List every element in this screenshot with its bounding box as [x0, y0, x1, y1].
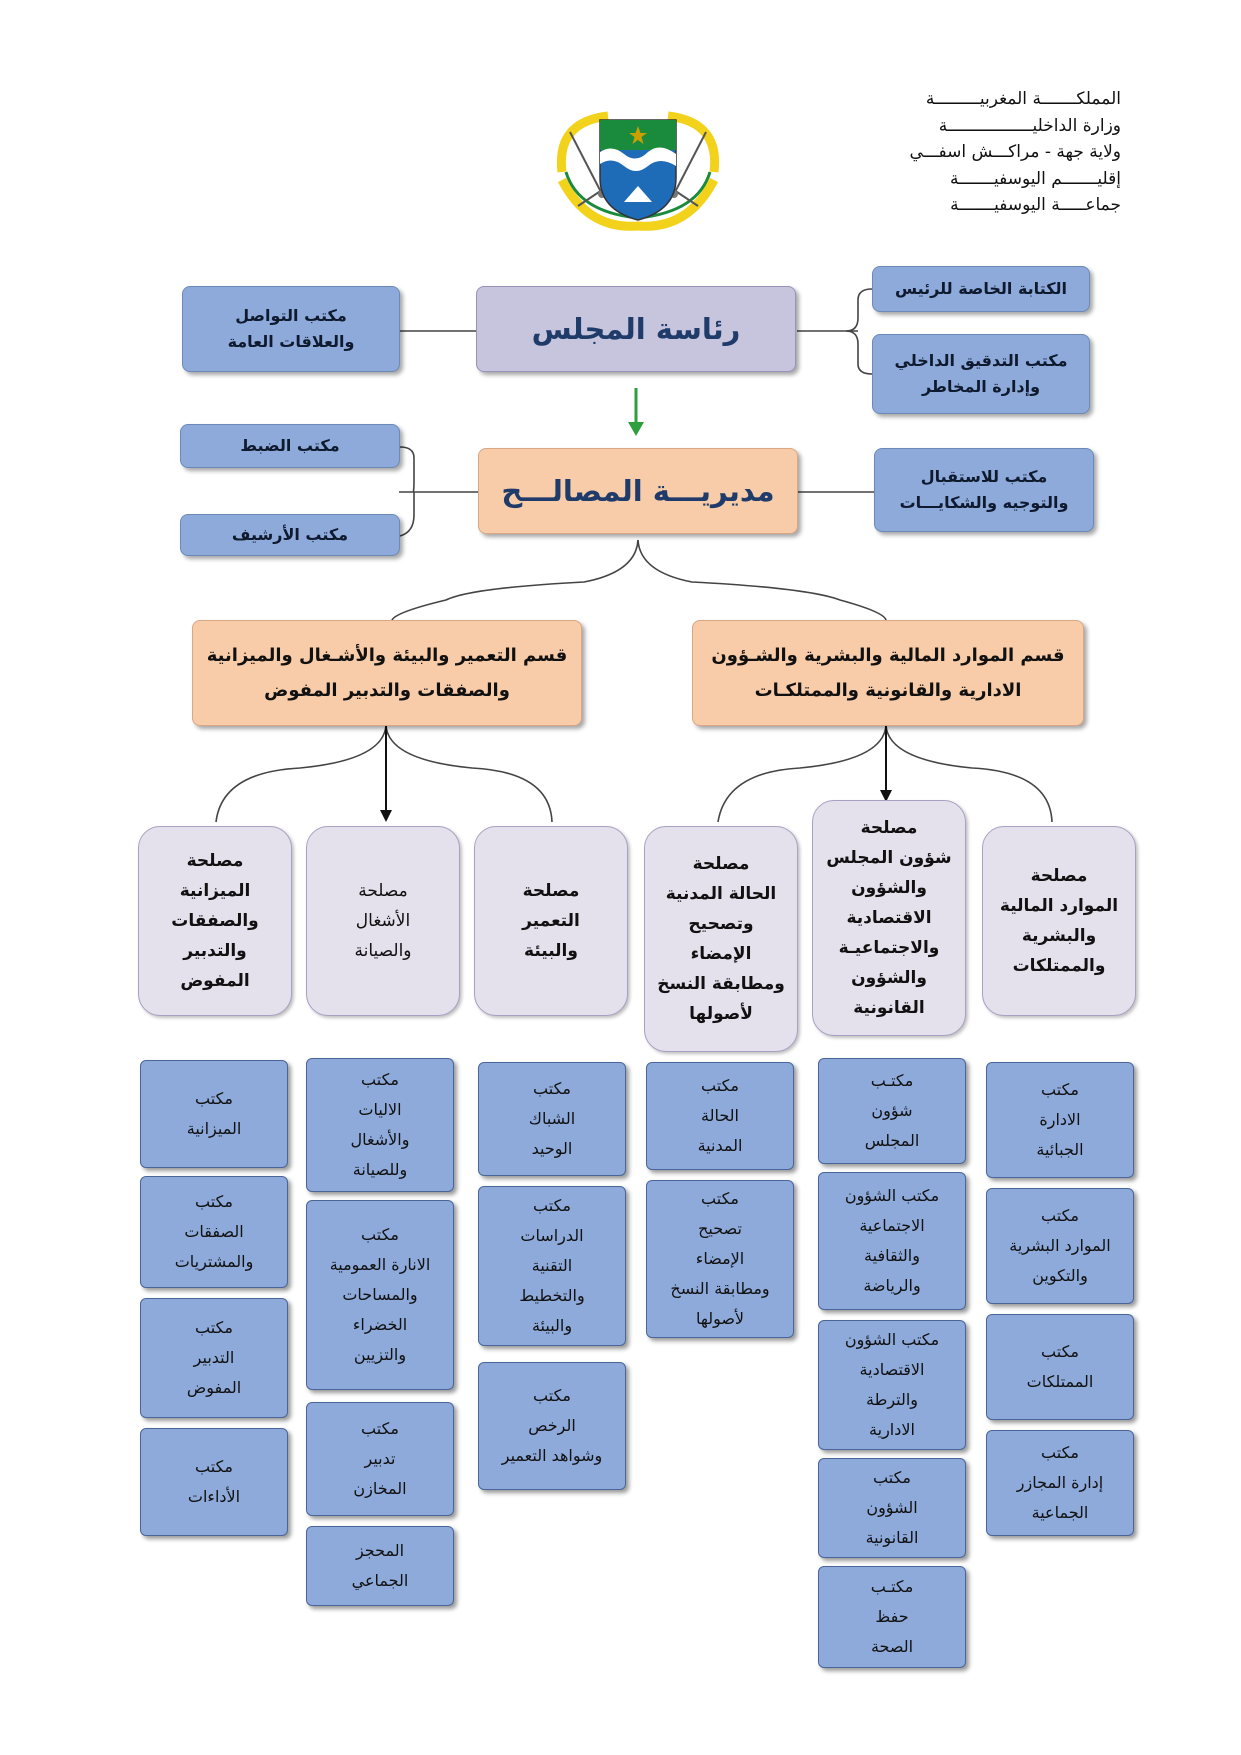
- office-label: التدبير: [193, 1348, 235, 1367]
- office-label: والترطة: [866, 1390, 919, 1409]
- office-label: مكتب التواصل: [235, 306, 347, 325]
- office-label: الشؤون: [866, 1498, 918, 1517]
- office-label: الوحيد: [531, 1139, 573, 1158]
- office-label: شؤون: [871, 1101, 913, 1120]
- office-label: الدراسات: [520, 1226, 584, 1245]
- service-label: الحالة المدنية: [665, 884, 777, 904]
- header-line: إقليـــــــم اليوسفيـــــــة: [950, 168, 1121, 189]
- office-legal-affairs[interactable]: [818, 1458, 966, 1558]
- service-label: والشؤون: [851, 968, 927, 988]
- service-label: الميزانية: [179, 881, 251, 901]
- service-budget-procurement[interactable]: [138, 826, 292, 1016]
- office-warehouses[interactable]: [306, 1402, 454, 1516]
- office-label: والمشتريات: [174, 1252, 254, 1271]
- office-label: وإدارة المخاطر: [921, 377, 1041, 396]
- division-urbanism-box[interactable]: [192, 620, 582, 726]
- office-label: مكتب: [533, 1386, 571, 1405]
- office-label: القانونية: [865, 1528, 919, 1547]
- office-label: تصحيح: [698, 1219, 742, 1238]
- private-secretariat-box[interactable]: [872, 266, 1090, 312]
- office-label: الادارة: [1039, 1110, 1081, 1129]
- office-label: مكتب الضبط: [240, 436, 340, 455]
- office-municipal-pound[interactable]: [306, 1526, 454, 1606]
- office-label: مكتب: [195, 1318, 233, 1337]
- council-presidency-box[interactable]: [476, 286, 796, 372]
- office-label: المخازن: [353, 1479, 407, 1498]
- service-urbanism-environment[interactable]: [474, 826, 628, 1016]
- service-label: والممتلكات: [1012, 956, 1106, 976]
- communication-office-box[interactable]: [182, 286, 400, 372]
- office-label: الرخص: [528, 1416, 576, 1435]
- office-label: والأشغال: [350, 1130, 410, 1149]
- service-finance-hr-property[interactable]: [982, 826, 1136, 1016]
- office-procurement[interactable]: [140, 1176, 288, 1288]
- office-tax-administration[interactable]: [986, 1062, 1134, 1178]
- office-label: الاجتماعية: [859, 1216, 925, 1235]
- office-label: ومطابقة النسخ: [670, 1279, 770, 1298]
- office-label: الميزانية: [186, 1119, 242, 1138]
- office-label: مكتـب: [870, 1071, 914, 1090]
- office-label: مكتب: [701, 1189, 739, 1208]
- office-label: الأداءات: [187, 1487, 241, 1506]
- office-label: والتوجيه والشكايـــات: [899, 493, 1069, 512]
- office-label: مكتب: [195, 1089, 233, 1108]
- office-label: الجماعي: [351, 1571, 409, 1590]
- office-label: المدنية: [697, 1136, 743, 1155]
- service-label: شؤون المجلس: [826, 848, 952, 868]
- services-directorate-title: مديريـــة المصالـــح: [501, 474, 775, 508]
- office-label: والبيئة: [531, 1316, 573, 1335]
- office-label: مكتب: [1041, 1206, 1079, 1225]
- service-civil-status[interactable]: [644, 826, 798, 1052]
- office-public-lighting[interactable]: [306, 1200, 454, 1390]
- office-label: لأصولها: [695, 1309, 745, 1328]
- office-label: الحالة: [701, 1106, 739, 1125]
- office-label: الصحة: [870, 1637, 914, 1656]
- division-label: والصفقات والتدبير المفوض: [264, 680, 510, 701]
- office-label: التقنية: [531, 1256, 573, 1275]
- header-line: وزارة الداخليـــــــــــــــــة: [938, 115, 1121, 136]
- service-label: مصلحة: [1030, 866, 1088, 886]
- office-health[interactable]: [818, 1566, 966, 1668]
- service-label: والبيئة: [524, 941, 578, 961]
- office-permits[interactable]: [478, 1362, 626, 1490]
- service-label: ومطابقة النسخ: [657, 974, 785, 994]
- service-label: مصلحة: [358, 881, 408, 901]
- office-label: المحجز: [355, 1541, 405, 1560]
- office-label: وشواهد التعمير: [501, 1446, 603, 1465]
- office-label: الإمضاء: [695, 1249, 745, 1268]
- service-label: القانونية: [853, 998, 925, 1018]
- office-civil-status[interactable]: [646, 1062, 794, 1170]
- office-label: الاليات: [358, 1100, 402, 1119]
- office-label: مكتب: [533, 1079, 571, 1098]
- office-label: الجماعية: [1031, 1503, 1089, 1522]
- office-label: حفظ: [875, 1607, 909, 1626]
- reception-office-box[interactable]: [874, 448, 1094, 532]
- service-label: الأشغال: [355, 911, 411, 931]
- archive-office-box[interactable]: [180, 514, 400, 556]
- office-label: مكتب للاستقبال: [920, 467, 1048, 486]
- office-label: وللصيانة: [352, 1160, 408, 1179]
- office-label: مكتب: [361, 1419, 399, 1438]
- header-line: المملكـــــــة المغربيـــــــــة: [925, 89, 1121, 109]
- service-label: لأصولها: [689, 1004, 753, 1024]
- service-label: الموارد المالية: [999, 896, 1119, 916]
- office-human-resources[interactable]: [986, 1188, 1134, 1304]
- service-label: وتصحيح: [688, 914, 754, 934]
- office-signature-legalization[interactable]: [646, 1180, 794, 1338]
- office-label: والتكوين: [1032, 1266, 1088, 1285]
- office-label: إدارة المجازر: [1016, 1473, 1104, 1492]
- office-label: والتزيين: [353, 1345, 407, 1364]
- division-label: قسم الموارد المالية والبشرية والشـؤون: [711, 645, 1065, 666]
- office-label: مكتب الأرشيف: [231, 525, 349, 544]
- header-line: جماعـــــة اليوسفيـــــــة: [950, 195, 1121, 215]
- office-technical-studies[interactable]: [478, 1186, 626, 1346]
- internal-audit-office-box[interactable]: [872, 334, 1090, 414]
- division-resources-box[interactable]: [692, 620, 1084, 726]
- office-budget[interactable]: [140, 1060, 288, 1168]
- office-label: مكتب: [873, 1468, 911, 1487]
- office-label: الاقتصادية: [859, 1360, 925, 1379]
- office-label: الانارة العمومية: [329, 1255, 431, 1274]
- office-label: مكتب: [1041, 1443, 1079, 1462]
- registry-office-box[interactable]: [180, 424, 400, 468]
- office-label: مكتب الشؤون: [844, 1186, 940, 1205]
- office-label: مكتب: [1041, 1080, 1079, 1099]
- office-label: مكتب: [361, 1070, 399, 1089]
- service-label: مصلحة: [186, 851, 244, 871]
- office-label: مكتب: [195, 1457, 233, 1476]
- service-works-maintenance[interactable]: [306, 826, 460, 1016]
- office-label: والرياضة: [863, 1276, 921, 1295]
- service-label: المفوض: [180, 971, 250, 991]
- service-label: والصيانة: [354, 941, 412, 961]
- service-label: الإمضاء: [690, 944, 752, 964]
- office-label: المفوض: [186, 1378, 242, 1397]
- office-label: الكتابة الخاصة للرئيس: [894, 279, 1068, 298]
- office-machinery-works[interactable]: [306, 1058, 454, 1192]
- office-label: والعلاقات العامة: [227, 332, 355, 351]
- office-council-affairs[interactable]: [818, 1058, 966, 1164]
- council-presidency-title: رئاسة المجلس: [531, 312, 741, 346]
- office-label: مكتب: [701, 1076, 739, 1095]
- office-label: الممتلكات: [1026, 1372, 1094, 1391]
- office-label: مكتب التدقيق الداخلي: [894, 351, 1068, 370]
- office-label: مكتب: [361, 1225, 399, 1244]
- service-label: الاقتصادية: [846, 908, 932, 928]
- division-label: قسم التعمير والبيئة والأشـغال والميزانية: [206, 645, 568, 666]
- office-label: الادارية: [869, 1420, 915, 1439]
- office-social-affairs[interactable]: [818, 1172, 966, 1310]
- office-delegated-management[interactable]: [140, 1298, 288, 1418]
- office-label: الموارد البشرية: [1009, 1236, 1111, 1255]
- office-label: والثقافية: [864, 1246, 920, 1265]
- service-label: التعمير: [522, 911, 580, 931]
- office-label: والتخطيط: [519, 1286, 585, 1305]
- office-label: الجبائية: [1036, 1140, 1084, 1159]
- service-label: والصفقات: [171, 911, 259, 931]
- service-label: والتدبير: [183, 941, 247, 961]
- service-label: مصلحة: [860, 818, 918, 838]
- office-label: تدبير: [364, 1449, 396, 1468]
- service-label: مصلحة: [692, 854, 750, 874]
- office-label: الخضراء: [352, 1315, 408, 1334]
- office-properties[interactable]: [986, 1314, 1134, 1420]
- office-label: مكتب: [533, 1196, 571, 1215]
- service-council-affairs[interactable]: [812, 800, 966, 1036]
- division-label: الادارية والقانونية والممتلكـات: [754, 680, 1022, 701]
- header-line: ولاية جهة - مراكـــش اسفـــي: [909, 142, 1121, 162]
- office-label: مكتـب: [870, 1577, 914, 1596]
- office-label: والمساحات: [342, 1285, 418, 1304]
- office-label: مكتب: [195, 1192, 233, 1211]
- office-label: المجلس: [864, 1131, 920, 1150]
- office-slaughterhouses[interactable]: [986, 1430, 1134, 1536]
- service-label: والشؤون: [851, 878, 927, 898]
- service-label: مصلحة: [522, 881, 580, 901]
- services-directorate-box[interactable]: [478, 448, 798, 534]
- office-economic-affairs[interactable]: [818, 1320, 966, 1450]
- office-single-window[interactable]: [478, 1062, 626, 1176]
- service-label: والاجتماعيـة: [838, 938, 940, 958]
- office-payments[interactable]: [140, 1428, 288, 1536]
- office-label: مكتب الشؤون: [844, 1330, 940, 1349]
- service-label: والبشرية: [1021, 926, 1097, 946]
- office-label: مكتب: [1041, 1342, 1079, 1361]
- office-label: الصفقات: [184, 1222, 244, 1241]
- office-label: الشباك: [528, 1109, 576, 1128]
